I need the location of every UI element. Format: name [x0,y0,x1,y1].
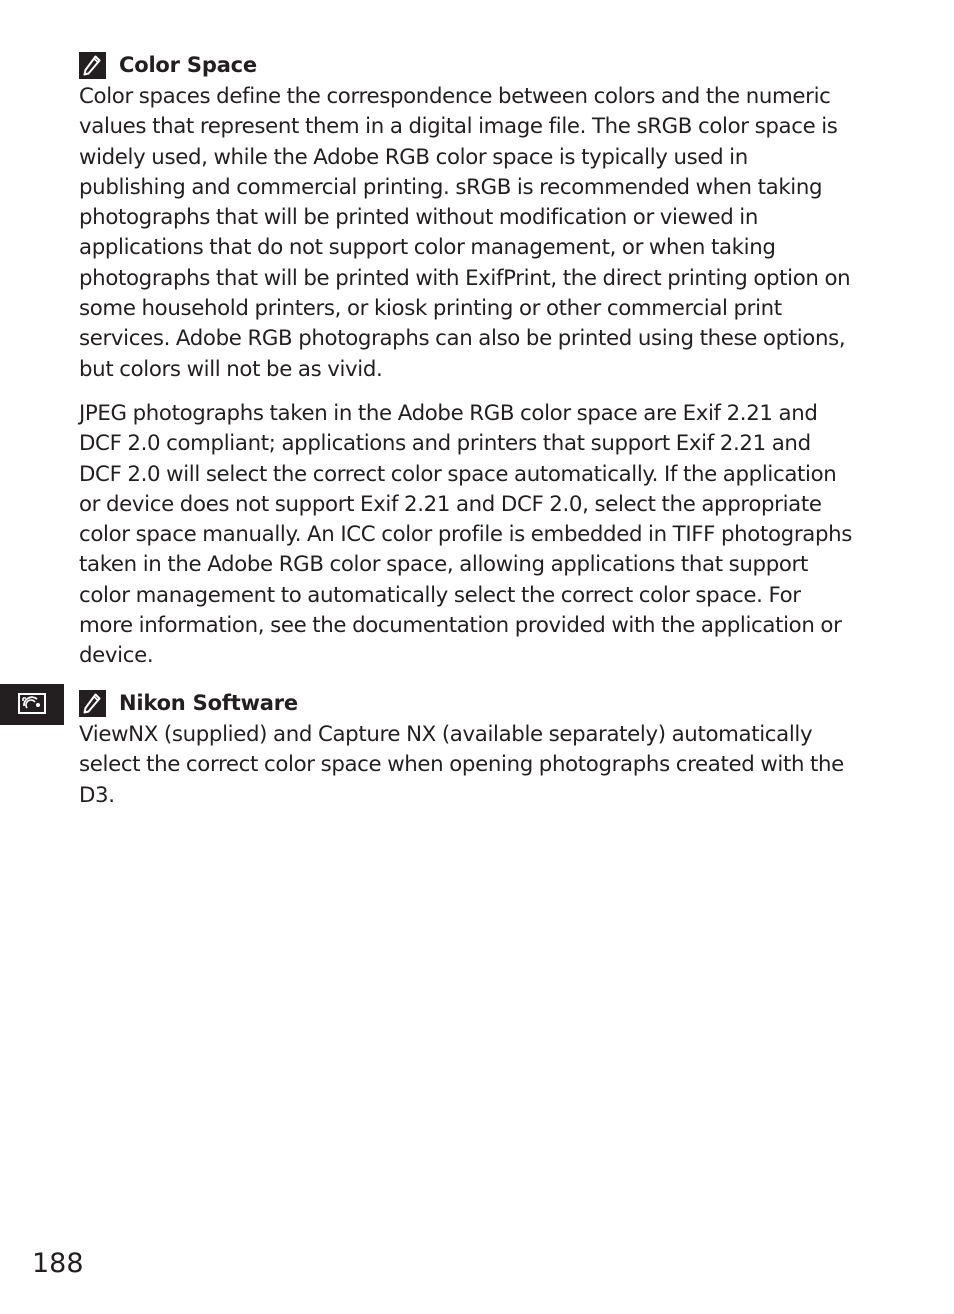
nikon-software-section [79,686,859,811]
color-space-heading: Color Space [119,53,257,77]
shooting-menu-icon [17,690,47,720]
color-space-paragraph-1: Color spaces define the correspondence between colors and the numeric values that represent them in a digital image file. The sRGB color space is widely used, while the Adobe RGB color space is typically used in publishing and commercial printing. sRGB is recommended when taking photographs that will be printed without modification or viewed in applications that do not support color management, or when taking photographs that will be printed with ExifPrint, the direct printing option on some household printers, or kiosk printing or other commercial print services. Adobe RGB photographs can also be printed using these options, but colors will not be as vivid. [79,84,851,382]
nikon-software-heading: Nikon Software [119,691,298,715]
pencil-note-icon [79,690,106,717]
page-number: 188 [32,1248,84,1279]
nikon-software-heading-row [79,686,859,720]
color-space-section [79,48,859,672]
color-space-paragraph-2: JPEG photographs taken in the Adobe RGB color space are Exif 2.21 and DCF 2.0 compliant; applications and printers that support Exif 2.21 and DCF 2.0 will select the correct color space automatically. If the application or device does not support Exif 2.21 and DCF 2.0, select the appropriate color space manually. An ICC color profile is embedded in TIFF photographs taken in the Adobe RGB color space, allowing applications that support color management to automatically select the correct color space. For more information, see the documentation provided with the application or device. [79,400,853,669]
pencil-note-icon [79,52,106,79]
nikon-software-paragraph: ViewNX (supplied) and Capture NX (available separately) automatically select the correct color space when opening photographs created with the D3. [79,722,844,808]
color-space-heading-row [79,48,859,82]
side-tab [0,684,64,725]
